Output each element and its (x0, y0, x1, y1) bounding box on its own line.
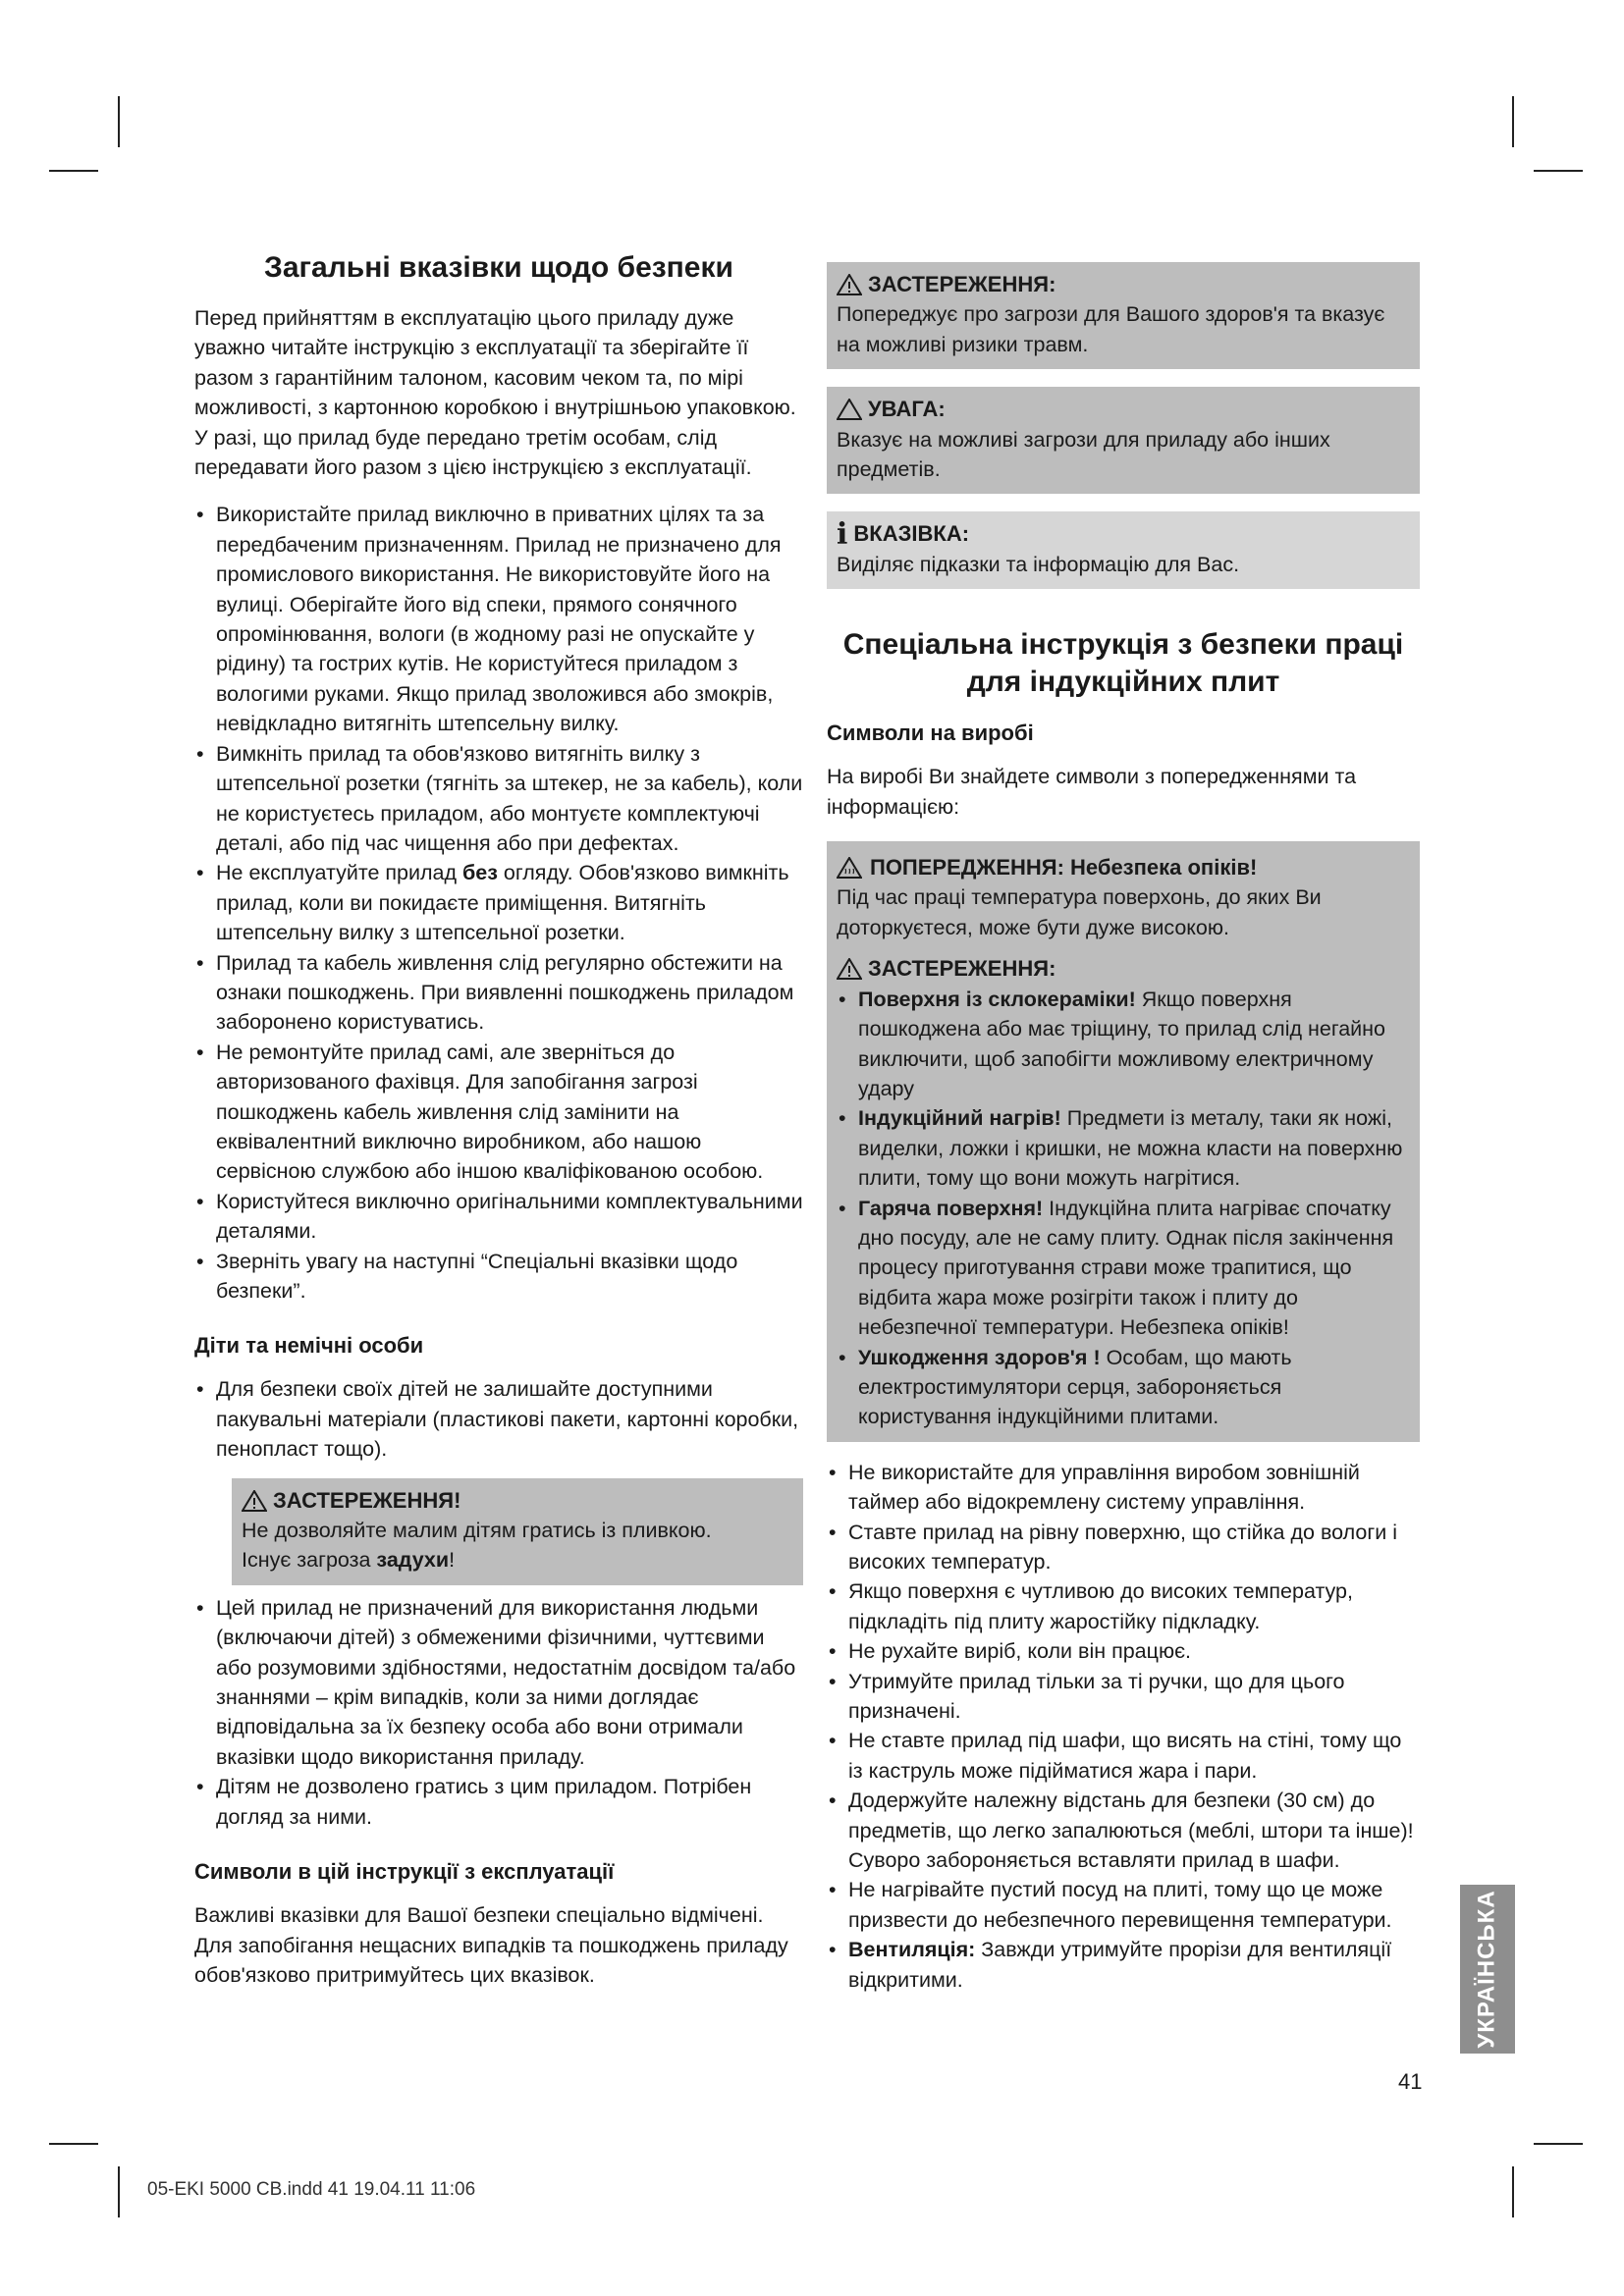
list-item: • Не ставте прилад під шафи, що висять на стіні, тому що із каструль може підійматися жара і пари. (827, 1726, 1420, 1786)
language-tab: УКРАЇНСЬКА (1460, 1885, 1515, 2054)
list-item: • Цей прилад не призначений для використання людьми (включаючи дітей) з обмеженими фізичними, чуттєвими або розумовими здібностями, недостатнім досвідом та/або знаннями – крім випадків, коли за ними доглядає відповідальна за їх безпеку особа або вони отримали вказівки щодо використання приладу. (194, 1593, 803, 1772)
attention-triangle-icon (837, 399, 862, 420)
product-symbols-text: На виробі Ви знайдете символи з попередженнями та інформацією: (827, 765, 1357, 819)
list-item: • Користуйтеся виключно оригінальними комплектувальними деталями. (194, 1187, 803, 1247)
list-item: • Не використайте для управління виробом зовнішній таймер або відокремлену систему управління. (827, 1458, 1420, 1518)
list-item: • Не рухайте виріб, коли він працює. (827, 1636, 1420, 1666)
list-item: • Вимкніть прилад та обов'язково витягніть вилку з штепсельної розетки (тягніть за штекер, не за кабель), коли не користуєтесь приладом, або монтуєте комплектуючі деталі, або під час чищення або при дефектах. (194, 739, 803, 859)
crop-mark (49, 2143, 98, 2145)
children-heading: Діти та немічні особи (194, 1333, 424, 1359)
list-item: • Додержуйте належну відстань для безпеки (30 см) до предметів, що легко запалюються (меблі, штори та інше)! Суворо забороняється вставляти прилад в шафи. (827, 1786, 1420, 1875)
print-footer: 05-EKI 5000 CB.indd 41 19.04.11 11:06 (147, 2179, 476, 2200)
list-item: • Для безпеки своїх дітей не залишайте доступними пакувальні матеріали (пластикові пакети, картонні коробки, пенопласт тощо). (194, 1374, 803, 1464)
list-item: • Гаряча поверхня! Індукційна плита нагріває спочатку дно посуду, але не саму плиту. Однак після закінчення процесу приготування страви може трапитися, що відбита жара може розігріти також і плиту до небезпечної температури. Небезпека опіків! (837, 1194, 1410, 1343)
crop-mark (118, 2166, 120, 2217)
warning-triangle-icon (837, 274, 862, 295)
list-item: • Прилад та кабель живлення слід регулярно обстежити на ознаки пошкоджень. При виявленні пошкоджень приладом заборонено користуватись. (194, 948, 803, 1038)
list-item: • Якщо поверхня є чутливою до високих температур, підкладіть під плиту жаростійку підкладку. (827, 1576, 1420, 1636)
crop-mark (1534, 170, 1583, 172)
warning-triangle-icon (242, 1490, 267, 1512)
children-warning-box: ЗАСТЕРЕЖЕННЯ! Не дозволяйте малим дітям гратись із пливкою. Існує загроза задухи! (232, 1478, 803, 1585)
list-item: • Зверніть увагу на наступні “Спеціальні вказівки щодо безпеки”. (194, 1247, 803, 1307)
induction-safety-list (827, 1458, 1420, 1995)
right-column (827, 262, 1420, 1995)
list-item: • Індукційний нагрів! Предмети із металу, таки як ножі, виделки, ложки і кришки, не можна класти на поверхню плити, тому що вони можуть нагрітися. (837, 1103, 1410, 1193)
section-title: Спеціальна інструкція з безпеки праці для індукційних плит (842, 628, 1404, 699)
list-item: • Використайте прилад виключно в приватних цілях та за передбаченим призначенням. Прилад не призначено для промислового використання. Не використовуйте його на вулиці. Оберігайте його від спеки, прямого сонячного опромінювання, вологи (в жодному разі не опускайте у рідину) та гострих кутів. Не користуйтеся приладом з вологими руками. Якщо прилад зволожився або змокрів, невідкладно витягніть штепсельну вилку. (194, 500, 803, 738)
crop-mark (1512, 96, 1514, 147)
info-icon: i (837, 516, 848, 552)
note-box: i ВКАЗІВКА: Виділяє підказки та інформацію для Вас. (827, 511, 1420, 589)
list-item: • Ставте прилад на рівну поверхню, що стійка до вологи і високих температур. (827, 1518, 1420, 1577)
hot-surface-icon (837, 857, 862, 879)
attention-box: УВАГА: Вказує на можливі загрози для приладу або інших предметів. (827, 387, 1420, 494)
warning-title: ЗАСТЕРЕЖЕННЯ! (273, 1487, 461, 1513)
crop-mark (118, 96, 120, 147)
list-item: • Вентиляція: Завжди утримуйте прорізи для вентиляції відкритими. (827, 1935, 1420, 1995)
list-item: • Не експлуатуйте прилад без огляду. Обов'язково вимкніть прилад, коли ви покидаєте приміщення. Витягніть штепсельну вилку з штепсельної розетки. (194, 858, 803, 947)
product-symbols-heading: Символи на виробі (827, 721, 1034, 746)
caution-box: ЗАСТЕРЕЖЕННЯ: Попереджує про загрози для Вашого здоров'я та вказує на можливі ризики травм. (827, 262, 1420, 369)
list-item: • Поверхня із склокераміки! Якщо поверхня пошкоджена або має тріщину, то прилад слід негайно виключити, щоб запобігти можливому електричному удару (837, 985, 1410, 1104)
list-item: • Утримуйте прилад тільки за ті ручки, що для цього призначені. (827, 1667, 1420, 1727)
symbols-heading: Символи в цій інструкції з експлуатації (194, 1859, 615, 1885)
crop-mark (1534, 2143, 1583, 2145)
crop-mark (1512, 2166, 1514, 2217)
hot-surface-box: ПОПЕРЕДЖЕННЯ: Небезпека опіків! Під час праці температура поверхонь, до яких Ви доторкуєтеся, може бути дуже високою. ЗАСТЕРЕЖЕННЯ: • Поверхня із склокераміки! Якщо поверхня пошкоджена або має тріщину, то прилад слід негайно виключити, щоб запобігти можливому електричному удару • Індукційний нагрів! Предмети із металу, таки як ножі, виделки, ложки і кришки, не можна класти на поверхню плити, тому що вони можуть нагрітися. • Гаряча поверхня! Індукційна плита нагріває спочатку дно посуду, але не саму плиту. Однак після закінчення процесу приготування страви може трапитися, що відбита жара може розігріти також і плиту до небезпечної температури. Небезпека опіків! • Ушкодження здоров'я ! Особам, що мають електростимулятори серця, забороняється користування індукційними плитами. (827, 841, 1420, 1442)
symbols-text: Важливі вказівки для Вашої безпеки спеціально відмічені. Для запобігання нещасних випадків та пошкоджень приладу обов'язково притримуйтесь цих вказівок. (194, 1903, 788, 1987)
list-item: • Не нагрівайте пустий посуд на плиті, тому що це може призвести до небезпечного перевищення температури. (827, 1875, 1420, 1935)
page-number: 41 (1398, 2069, 1423, 2094)
page-title: Загальні вказівки щодо безпеки (264, 251, 733, 284)
crop-mark (49, 170, 98, 172)
safety-list (194, 500, 803, 1306)
list-item: • Дітям не дозволено гратись з цим приладом. Потрібен догляд за ними. (194, 1772, 803, 1832)
left-column (194, 250, 803, 1990)
warning-text: Не дозволяйте малим дітям гратись із пливкою. (242, 1519, 712, 1543)
list-item: • Ушкодження здоров'я ! Особам, що мають електростимулятори серця, забороняється користування індукційними плитами. (837, 1343, 1410, 1432)
warning-triangle-icon (837, 958, 862, 980)
intro-paragraph: Перед прийняттям в експлуатацію цього приладу дуже уважно читайте інструкцію з експлуатації та зберігайте її разом з гарантійним талоном, касовим чеком та, по мірі можливості, з картонною коробкою і внутрішньою упаковкою. У разі, що прилад буде передано третім особам, слід передавати його разом з цією інструкцією з експлуатації. (194, 306, 796, 480)
list-item: • Не ремонтуйте прилад самі, але зверніться до авторизованого фахівця. Для запобігання загрозі пошкоджень кабель живлення слід замінити на еквівалентний виключно виробником, або нашою сервісною службою або іншою кваліфікованою особою. (194, 1038, 803, 1187)
